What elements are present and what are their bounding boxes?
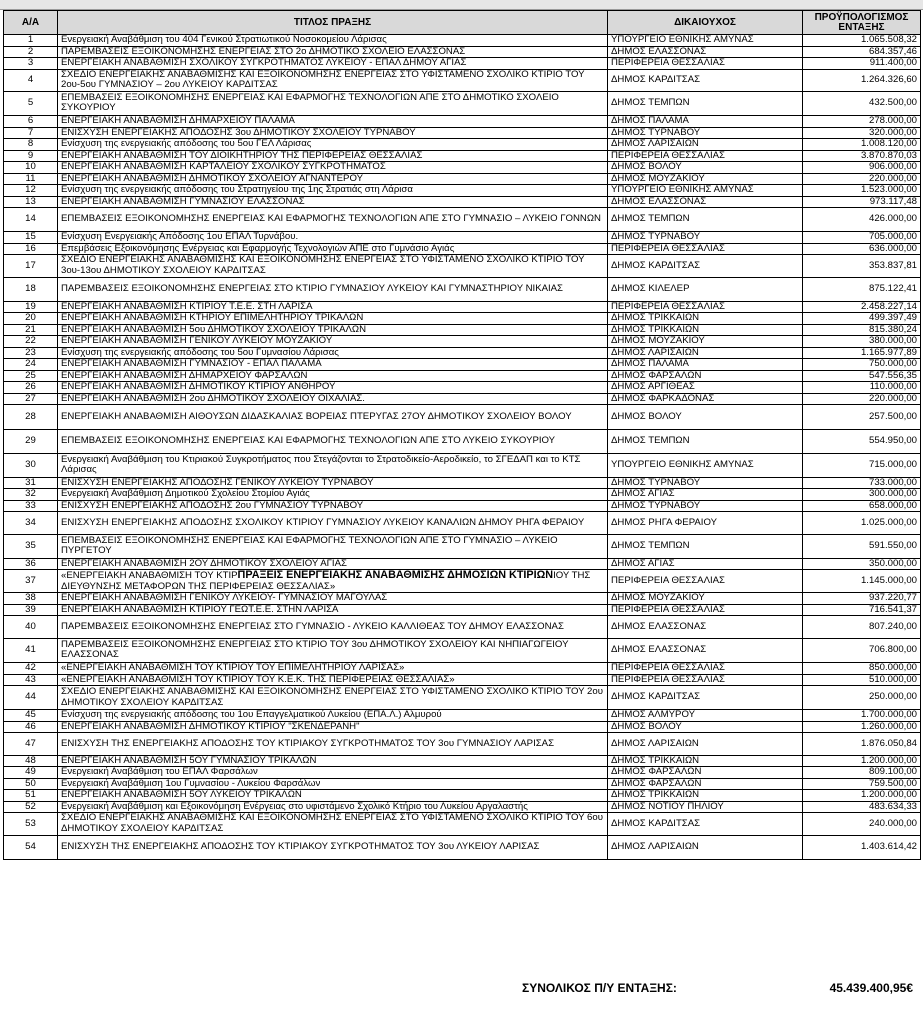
row-title: ΕΝΕΡΓΕΙΑΚΗ ΑΝΑΒΑΘΜΙΣΗ ΔΗΜΟΤΙΚΟΥ ΚΤΙΡΙΟΥ ΑΝΘΗΡΟΥ — [58, 382, 608, 394]
row-beneficiary: ΔΗΜΟΣ ΚΙΛΕΛΕΡ — [608, 277, 803, 301]
row-budget: 220.000,00 — [803, 173, 921, 185]
row-aa: 50 — [4, 778, 58, 790]
table-row — [4, 778, 921, 790]
table-row — [4, 477, 921, 489]
row-aa: 53 — [4, 813, 58, 835]
row-budget: 937.220,77 — [803, 593, 921, 605]
table-row — [4, 313, 921, 325]
table-row — [4, 813, 921, 835]
row-title: ΕΝΕΡΓΕΙΑΚΗ ΑΝΑΒΑΘΜΙΣΗ ΔΗΜΟΤΙΚΟΥ ΣΧΟΛΕΙΟΥ ΑΓΝΑΝΤΕΡΟΥ — [58, 173, 608, 185]
row-budget: 110.000,00 — [803, 382, 921, 394]
row-budget: 1.165.977,89 — [803, 347, 921, 359]
row-budget: 1.025.000,00 — [803, 512, 921, 534]
row-budget: 554.950,00 — [803, 429, 921, 453]
row-beneficiary: ΠΕΡΙΦΕΡΕΙΑ ΘΕΣΣΑΛΙΑΣ — [608, 301, 803, 313]
row-aa: 32 — [4, 489, 58, 501]
row-budget: 499.397,49 — [803, 313, 921, 325]
row-aa: 23 — [4, 347, 58, 359]
row-budget: 906.000,00 — [803, 162, 921, 174]
row-beneficiary: ΔΗΜΟΣ ΦΑΡΣΑΛΩΝ — [608, 370, 803, 382]
table-row — [4, 347, 921, 359]
table-row — [4, 91, 921, 115]
table-row — [4, 243, 921, 255]
row-budget: 658.000,00 — [803, 500, 921, 512]
total-value: 45.439.400,95€ — [829, 981, 913, 995]
row-title: Ενεργειακή Αναβάθμιση 1ου Γυμνασίου - Λυκείου Φαρσάλων — [58, 778, 608, 790]
row-aa: 14 — [4, 208, 58, 232]
row-budget: 1.403.614,42 — [803, 835, 921, 859]
row-title: ΕΝΕΡΓΕΙΑΚΗ ΑΝΑΒΑΘΜΙΣΗ ΔΗΜΟΤΙΚΟΥ ΚΤΙΡΙΟΥ "ΣΚΕΝΔΕΡΑΝΗ" — [58, 721, 608, 733]
row-title: ΣΧΕΔΙΟ ΕΝΕΡΓΕΙΑΚΗΣ ΑΝΑΒΑΘΜΙΣΗΣ ΚΑΙ ΕΞΟΙΚΟΝΟΜΗΣΗΣ ΕΝΕΡΓΕΙΑΣ ΣΤΟ ΥΦΙΣΤΑΜΕΝΟ ΣΧΟΛΙΚΟ ΚΤΙΡΙΟ ΤΟΥ 2ου-5ου ΓΥΜΝΑΣΙΟΥ – 2ου ΛΥΚΕΙΟΥ ΚΑΡΔΙΤΣΑΣ — [58, 69, 608, 91]
table-row — [4, 570, 921, 593]
row-beneficiary: ΔΗΜΟΣ ΑΓΙΑΣ — [608, 489, 803, 501]
row-aa: 38 — [4, 593, 58, 605]
row-aa: 29 — [4, 429, 58, 453]
table-row — [4, 116, 921, 128]
row-budget: 733.000,00 — [803, 477, 921, 489]
row-budget: 250.000,00 — [803, 686, 921, 710]
row-beneficiary: ΔΗΜΟΣ ΤΡΙΚΚΑΙΩΝ — [608, 755, 803, 767]
row-aa: 45 — [4, 710, 58, 722]
row-budget: 875.122,41 — [803, 277, 921, 301]
row-budget: 1.008.120,00 — [803, 139, 921, 151]
row-budget: 684.357,46 — [803, 46, 921, 58]
table-row — [4, 139, 921, 151]
row-beneficiary: ΠΕΡΙΦΕΡΕΙΑ ΘΕΣΣΑΛΙΑΣ — [608, 58, 803, 70]
table-row — [4, 405, 921, 429]
row-beneficiary: ΔΗΜΟΣ ΜΟΥΖΑΚΙΟΥ — [608, 173, 803, 185]
row-aa: 49 — [4, 767, 58, 779]
row-aa: 31 — [4, 477, 58, 489]
row-title: ΕΝΕΡΓΕΙΑΚΗ ΑΝΑΒΑΘΜΙΣΗ ΓΕΝΙΚΟΥ ΛΥΚΕΙΟΥ ΜΟΥΖΑΚΙΟΥ — [58, 336, 608, 348]
table-row — [4, 733, 921, 755]
row-budget: 591.550,00 — [803, 534, 921, 558]
row-aa: 33 — [4, 500, 58, 512]
table-row — [4, 35, 921, 47]
row-beneficiary: ΔΗΜΟΣ ΤΕΜΠΩΝ — [608, 534, 803, 558]
row-beneficiary: ΥΠΟΥΡΓΕΙΟ ΕΘΝΙΚΗΣ ΑΜΥΝΑΣ — [608, 453, 803, 477]
table-row — [4, 489, 921, 501]
row-beneficiary: ΔΗΜΟΣ ΤΡΙΚΚΑΙΩΝ — [608, 790, 803, 802]
row-title: ΕΝΕΡΓΕΙΑΚΗ ΑΝΑΒΑΘΜΙΣΗ ΤΟΥ ΔΙΟΙΚΗΤΗΡΙΟΥ ΤΗΣ ΠΕΡΙΦΕΡΕΙΑΣ ΘΕΣΣΑΛΙΑΣ — [58, 150, 608, 162]
row-title: ΠΑΡΕΜΒΑΣΕΙΣ ΕΞΟΙΚΟΝΟΜΗΣΗΣ ΕΝΕΡΓΕΙΑΣ ΣΤΟ ΓΥΜΝΑΣΙΟ - ΛΥΚΕΙΟ ΚΑΛΛΙΘΕΑΣ ΤΟΥ ΔΗΜΟΥ ΕΛΑΣΣΟΝΑΣ — [58, 616, 608, 638]
row-aa: 24 — [4, 359, 58, 371]
row-title: ΕΝΕΡΓΕΙΑΚΗ ΑΝΑΒΑΘΜΙΣΗ 2ΟΥ ΔΗΜΟΤΙΚΟΥ ΣΧΟΛΕΙΟΥ ΑΓΙΑΣ — [58, 558, 608, 570]
total-label: ΣΥΝΟΛΙΚΟΣ Π/Υ ΕΝΤΑΞΗΣ: — [522, 981, 677, 995]
row-beneficiary: ΔΗΜΟΣ ΡΗΓΑ ΦΕΡΑΙΟΥ — [608, 512, 803, 534]
row-title: ΠΑΡΕΜΒΑΣΕΙΣ ΕΞΟΙΚΟΝΟΜΗΣΗΣ ΕΝΕΡΓΕΙΑΣ ΣΤΟ ΚΤΙΡΙΟ ΓΥΜΝΑΣΙΟΥ ΛΥΚΕΙΟΥ ΚΑΙ ΓΥΜΝΑΣΤΗΡΙΟΥ ΝΙΚΑΙΑΣ — [58, 277, 608, 301]
row-title — [58, 570, 608, 593]
row-budget: 3.870.870,03 — [803, 150, 921, 162]
row-title: Ενίσχυση Ενεργειακής Απόδοσης 1ου ΕΠΑΛ Τυρνάβου. — [58, 232, 608, 244]
row-aa: 54 — [4, 835, 58, 859]
table-row — [4, 558, 921, 570]
row-title: Ενίσχυση της ενεργειακής απόδοσης του 5ου Γυμνασίου Λάρισας — [58, 347, 608, 359]
table-row — [4, 767, 921, 779]
row-beneficiary: ΠΕΡΙΦΕΡΕΙΑ ΘΕΣΣΑΛΙΑΣ — [608, 674, 803, 686]
row-aa: 2 — [4, 46, 58, 58]
row-aa: 43 — [4, 674, 58, 686]
row-title: ΕΝΕΡΓΕΙΑΚΗ ΑΝΑΒΑΘΜΙΣΗ ΔΗΜΑΡΧΕΙΟΥ ΦΑΡΣΑΛΩΝ — [58, 370, 608, 382]
row-aa: 5 — [4, 91, 58, 115]
row-beneficiary: ΔΗΜΟΣ ΤΥΡΝΑΒΟΥ — [608, 500, 803, 512]
row-title: ΠΑΡΕΜΒΑΣΕΙΣ ΕΞΟΙΚΟΝΟΜΗΣΗΣ ΕΝΕΡΓΕΙΑΣ ΣΤΟ ΚΤΙΡΙΟ ΤΟΥ 3ου ΔΗΜΟΤΙΚΟΥ ΣΧΟΛΕΙΟΥ ΚΑΙ ΝΗΠΙΑΓΩΓΕΙΟΥ ΕΛΑΣΣΟΝΑΣ — [58, 638, 608, 662]
table-row — [4, 162, 921, 174]
projects-table — [3, 10, 921, 860]
row-beneficiary: ΔΗΜΟΣ ΕΛΑΣΣΟΝΑΣ — [608, 616, 803, 638]
row-aa: 17 — [4, 255, 58, 277]
row-aa: 16 — [4, 243, 58, 255]
row-beneficiary: ΠΕΡΙΦΕΡΕΙΑ ΘΕΣΣΑΛΙΑΣ — [608, 663, 803, 675]
row-aa: 9 — [4, 150, 58, 162]
row-title: ΠΑΡΕΜΒΑΣΕΙΣ ΕΞΟΙΚΟΝΟΜΗΣΗΣ ΕΝΕΡΓΕΙΑΣ ΣΤΟ 2ο ΔΗΜΟΤΙΚΟ ΣΧΟΛΕΙΟ ΕΛΑΣΣΟΝΑΣ — [58, 46, 608, 58]
row-title: ΕΝΕΡΓΕΙΑΚΗ ΑΝΑΒΑΘΜΙΣΗ ΚΤΙΡΙΟΥ ΓΕΩΤ.Ε.Ε. ΣΤΗΝ ΛΑΡΙΣΑ — [58, 604, 608, 616]
row-title: ΕΝΙΣΧΥΣΗ ΤΗΣ ΕΝΕΡΓΕΙΑΚΗΣ ΑΠΟΔΟΣΗΣ ΤΟΥ ΚΤΙΡΙΑΚΟΥ ΣΥΓΚΡΟΤΗΜΑΤΟΣ ΤΟΥ 3ου ΓΥΜΝΑΣΙΟΥ ΛΑΡΙΣΑΣ — [58, 733, 608, 755]
row-aa: 18 — [4, 277, 58, 301]
row-budget: 380.000,00 — [803, 336, 921, 348]
row-aa: 35 — [4, 534, 58, 558]
row-title: ΕΝΙΣΧΥΣΗ ΕΝΕΡΓΕΙΑΚΗΣ ΑΠΟΔΟΣΗΣ ΓΕΝΙΚΟΥ ΛΥΚΕΙΟΥ ΤΥΡΝΑΒΟΥ — [58, 477, 608, 489]
row-aa: 15 — [4, 232, 58, 244]
row-title: Ενεργειακή Αναβάθμιση του Κτιριακού Συγκροτήματος που Στεγάζονται το Στρατοδικείο-Αεροδικείο, το ΣΓΕΔΑΠ και το ΚΤΣ Λάρισας — [58, 453, 608, 477]
row-budget: 715.000,00 — [803, 453, 921, 477]
row-title: ΕΝΕΡΓΕΙΑΚΗ ΑΝΑΒΑΘΜΙΣΗ 5ου ΔΗΜΟΤΙΚΟΥ ΣΧΟΛΕΙΟΥ ΤΡΙΚΑΛΩΝ — [58, 324, 608, 336]
row-beneficiary: ΔΗΜΟΣ ΜΟΥΖΑΚΙΟΥ — [608, 336, 803, 348]
table-header — [4, 11, 921, 35]
row-title: ΕΠΕΜΒΑΣΕΙΣ ΕΞΟΙΚΟΝΟΜΗΣΗΣ ΕΝΕΡΓΕΙΑΣ ΚΑΙ ΕΦΑΡΜΟΓΗΣ ΤΕΧΝΟΛΟΓΙΩΝ ΑΠΕ ΣΤΟ ΓΥΜΝΑΣΙΟ – ΛΥΚΕΙΟ ΠΥΡΓΕΤΟΥ — [58, 534, 608, 558]
row-aa: 26 — [4, 382, 58, 394]
table-row — [4, 370, 921, 382]
table-row — [4, 185, 921, 197]
row-budget: 483.634,33 — [803, 801, 921, 813]
row-budget: 547.556,35 — [803, 370, 921, 382]
row-budget: 257.500,00 — [803, 405, 921, 429]
table-row — [4, 232, 921, 244]
row-beneficiary: ΔΗΜΟΣ ΝΟΤΙΟΥ ΠΗΛΙΟΥ — [608, 801, 803, 813]
row-budget: 1.145.000,00 — [803, 570, 921, 593]
row-aa: 6 — [4, 116, 58, 128]
row-beneficiary: ΔΗΜΟΣ ΑΛΜΥΡΟΥ — [608, 710, 803, 722]
table-row — [4, 324, 921, 336]
row-aa: 48 — [4, 755, 58, 767]
row-title: ΕΠΕΜΒΑΣΕΙΣ ΕΞΟΙΚΟΝΟΜΗΣΗΣ ΕΝΕΡΓΕΙΑΣ ΚΑΙ ΕΦΑΡΜΟΓΗΣ ΤΕΧΝΟΛΟΓΙΩΝ ΑΠΕ ΣΤΟ ΛΥΚΕΙΟ ΣΥΚΟΥΡΙΟΥ — [58, 429, 608, 453]
row-title: Ενεργειακή Αναβάθμιση Δημοτικού Σχολείου Στομίου Αγιάς — [58, 489, 608, 501]
row-beneficiary: ΔΗΜΟΣ ΑΡΓΙΘΕΑΣ — [608, 382, 803, 394]
row-title: ΕΝΕΡΓΕΙΑΚΗ ΑΝΑΒΑΘΜΙΣΗ ΓΥΜΝΑΣΙΟΥ - ΕΠΑΛ ΠΑΛΑΜΑ — [58, 359, 608, 371]
row-beneficiary: ΥΠΟΥΡΓΕΙΟ ΕΘΝΙΚΗΣ ΑΜΥΝΑΣ — [608, 35, 803, 47]
row-aa: 3 — [4, 58, 58, 70]
table-row — [4, 208, 921, 232]
header-budget: ΠΡΟΫΠΟΛΟΓΙΣΜΟΣ ΕΝΤΑΞΗΣ — [803, 11, 921, 35]
row-title: Ενεργειακή Αναβάθμιση και Εξοικονόμηση Ενέργειας στο υφιστάμενο Σχολικό Κτήριο του Λυκείου Αργαλαστής — [58, 801, 608, 813]
row-aa: 37 — [4, 570, 58, 593]
row-budget: 1.260.000,00 — [803, 721, 921, 733]
table-row — [4, 512, 921, 534]
row-aa: 51 — [4, 790, 58, 802]
row-beneficiary: ΔΗΜΟΣ ΑΓΙΑΣ — [608, 558, 803, 570]
row-budget: 353.837,81 — [803, 255, 921, 277]
row-aa: 8 — [4, 139, 58, 151]
table-row — [4, 301, 921, 313]
row-aa: 7 — [4, 127, 58, 139]
row-beneficiary: ΔΗΜΟΣ ΚΑΡΔΙΤΣΑΣ — [608, 255, 803, 277]
row-aa: 42 — [4, 663, 58, 675]
row-title: ΕΝΕΡΓΕΙΑΚΗ ΑΝΑΒΑΘΜΙΣΗ ΚΤΗΡΙΟΥ ΕΠΙΜΕΛΗΤΗΡΙΟΥ ΤΡΙΚΑΛΩΝ — [58, 313, 608, 325]
table-row — [4, 663, 921, 675]
table-row — [4, 336, 921, 348]
row-beneficiary: ΠΕΡΙΦΕΡΕΙΑ ΘΕΣΣΑΛΙΑΣ — [608, 604, 803, 616]
table-row — [4, 710, 921, 722]
row-budget: 759.500,00 — [803, 778, 921, 790]
row-aa: 39 — [4, 604, 58, 616]
row-budget: 1.200.000,00 — [803, 755, 921, 767]
header-aa: Α/Α — [4, 11, 58, 35]
row-title: ΕΠΕΜΒΑΣΕΙΣ ΕΞΟΙΚΟΝΟΜΗΣΗΣ ΕΝΕΡΓΕΙΑΣ ΚΑΙ ΕΦΑΡΜΟΓΗΣ ΤΕΧΝΟΛΟΓΙΩΝ ΑΠΕ ΣΤΟ ΓΥΜΝΑΣΙΟ – ΛΥΚΕΙΟ ΓΟΝΝΩΝ — [58, 208, 608, 232]
table-row — [4, 721, 921, 733]
row-aa: 20 — [4, 313, 58, 325]
row-beneficiary: ΔΗΜΟΣ ΕΛΑΣΣΟΝΑΣ — [608, 638, 803, 662]
row-beneficiary: ΔΗΜΟΣ ΠΑΛΑΜΑ — [608, 116, 803, 128]
row-beneficiary: ΔΗΜΟΣ ΛΑΡΙΣΑΙΩΝ — [608, 835, 803, 859]
row-beneficiary: ΔΗΜΟΣ ΠΑΛΑΜΑ — [608, 359, 803, 371]
row-title: ΣΧΕΔΙΟ ΕΝΕΡΓΕΙΑΚΗΣ ΑΝΑΒΑΘΜΙΣΗΣ ΚΑΙ ΕΞΟΙΚΟΝΟΜΗΣΗΣ ΕΝΕΡΓΕΙΑΣ ΣΤΟ ΥΦΙΣΤΑΜΕΝΟ ΣΧΟΛΙΚΟ ΚΤΙΡΙΟ ΤΟΥ 2ου ΔΗΜΟΤΙΚΟΥ ΣΧΟΛΕΙΟΥ ΚΑΡΔΙΤΣΑΣ — [58, 686, 608, 710]
row-aa: 34 — [4, 512, 58, 534]
row-budget: 706.800,00 — [803, 638, 921, 662]
row-aa: 21 — [4, 324, 58, 336]
row-budget: 750.000,00 — [803, 359, 921, 371]
row-beneficiary: ΔΗΜΟΣ ΤΕΜΠΩΝ — [608, 208, 803, 232]
row-budget: 2.458.227,14 — [803, 301, 921, 313]
table-row — [4, 359, 921, 371]
table-row — [4, 534, 921, 558]
row-title: ΕΝΙΣΧΥΣΗ ΕΝΕΡΓΕΙΑΚΗΣ ΑΠΟΔΟΣΗΣ 3ου ΔΗΜΟΤΙΚΟΥ ΣΧΟΛΕΙΟΥ ΤΥΡΝΑΒΟΥ — [58, 127, 608, 139]
row-title: Ενεργειακή Αναβάθμιση του ΕΠΑΛ Φαρσάλων — [58, 767, 608, 779]
table-row — [4, 173, 921, 185]
row-aa: 44 — [4, 686, 58, 710]
row-title-overlay: ΠΡΑΞΕΙΣ ΕΝΕΡΓΕΙΑΚΗΣ ΑΝΑΒΑΘΜΙΣΗΣ ΔΗΜΟΣΙΩΝ ΚΤΙΡΙΩΝ — [237, 569, 554, 582]
row-budget: 320.000,00 — [803, 127, 921, 139]
row-title: ΕΠΕΜΒΑΣΕΙΣ ΕΞΟΙΚΟΝΟΜΗΣΗΣ ΕΝΕΡΓΕΙΑΣ ΚΑΙ ΕΦΑΡΜΟΓΗΣ ΤΕΧΝΟΛΟΓΙΩΝ ΑΠΕ ΣΤΟ ΔΗΜΟΤΙΚΟ ΣΧΟΛΕΙΟ ΣΥΚΟΥΡΙΟΥ — [58, 91, 608, 115]
row-beneficiary: ΔΗΜΟΣ ΤΥΡΝΑΒΟΥ — [608, 232, 803, 244]
row-title-part: «ΕΝΕΡΓΕΙΑΚΗ ΑΝΑΒΑΘΜΙΣΗ ΤΟΥ ΚΤΙΡ — [61, 570, 238, 582]
row-budget: 1.264.326,60 — [803, 69, 921, 91]
table-row — [4, 46, 921, 58]
row-budget: 278.000,00 — [803, 116, 921, 128]
header-beneficiary: ΔΙΚΑΙΟΥΧΟΣ — [608, 11, 803, 35]
row-beneficiary: ΔΗΜΟΣ ΤΕΜΠΩΝ — [608, 91, 803, 115]
row-aa: 30 — [4, 453, 58, 477]
table-row — [4, 686, 921, 710]
row-aa: 1 — [4, 35, 58, 47]
table-row — [4, 150, 921, 162]
row-budget: 1.200.000,00 — [803, 790, 921, 802]
row-title: «ΕΝΕΡΓΕΙΑΚΗ ΑΝΑΒΑΘΜΙΣΗ ΤΟΥ ΚΤΙΡΙΟΥ ΤΟΥ Κ.Ε.Κ. ΤΗΣ ΠΕΡΙΦΕΡΕΙΑΣ ΘΕΣΣΑΛΙΑΣ» — [58, 674, 608, 686]
row-title: ΕΝΕΡΓΕΙΑΚΗ ΑΝΑΒΑΘΜΙΣΗ 5ΟΥ ΓΥΜΝΑΣΙΟΥ ΤΡΙΚΑΛΩΝ — [58, 755, 608, 767]
row-title: ΕΝΕΡΓΕΙΑΚΗ ΑΝΑΒΑΘΜΙΣΗ ΚΤΙΡΙΟΥ Τ.Ε.Ε. ΣΤΗ ΛΑΡΙΣΑ — [58, 301, 608, 313]
row-aa: 12 — [4, 185, 58, 197]
row-title: Επεμβάσεις Εξοικονόμησης Ενέργειας και Εφαρμογής Τεχνολογιών ΑΠΕ στο Γυμνάσιο Αγιάς — [58, 243, 608, 255]
row-title: ΕΝΕΡΓΕΙΑΚΗ ΑΝΑΒΑΘΜΙΣΗ ΑΙΘΟΥΣΩΝ ΔΙΔΑΣΚΑΛΙΑΣ ΒΟΡΕΙΑΣ ΠΤΕΡΥΓΑΣ 27ΟΥ ΔΗΜΟΤΙΚΟΥ ΣΧΟΛΕΙΟΥ ΒΟΛΟΥ — [58, 405, 608, 429]
row-budget: 716.541,37 — [803, 604, 921, 616]
row-title: Ενίσχυση της ενεργειακής απόδοσης του 1ου Επαγγελματικού Λυκείου (ΕΠΑ.Λ.) Αλμυρού — [58, 710, 608, 722]
row-beneficiary: ΔΗΜΟΣ ΕΛΑΣΣΟΝΑΣ — [608, 46, 803, 58]
row-title: ΕΝΕΡΓΕΙΑΚΗ ΑΝΑΒΑΘΜΙΣΗ ΚΑΡΤΑΛΕΙΟΥ ΣΧΟΛΙΚΟΥ ΣΥΓΚΡΟΤΗΜΑΤΟΣ — [58, 162, 608, 174]
row-title: ΣΧΕΔΙΟ ΕΝΕΡΓΕΙΑΚΗΣ ΑΝΑΒΑΘΜΙΣΗΣ ΚΑΙ ΕΞΟΙΚΟΝΟΜΗΣΗΣ ΕΝΕΡΓΕΙΑΣ ΣΤΟ ΥΦΙΣΤΑΜΕΝΟ ΣΧΟΛΙΚΟ ΚΤΙΡΙΟ ΤΟΥ 3ου-13ου ΔΗΜΟΤΙΚΟΥ ΣΧΟΛΕΙΟΥ ΚΑΡΔΙΤΣΑΣ — [58, 255, 608, 277]
row-budget: 240.000,00 — [803, 813, 921, 835]
row-beneficiary: ΔΗΜΟΣ ΕΛΑΣΣΟΝΑΣ — [608, 196, 803, 208]
row-budget: 1.876.050,84 — [803, 733, 921, 755]
row-beneficiary: ΔΗΜΟΣ ΚΑΡΔΙΤΣΑΣ — [608, 813, 803, 835]
row-beneficiary: ΔΗΜΟΣ ΒΟΛΟΥ — [608, 162, 803, 174]
table-row — [4, 674, 921, 686]
row-aa: 41 — [4, 638, 58, 662]
row-title: ΕΝΕΡΓΕΙΑΚΗ ΑΝΑΒΑΘΜΙΣΗ 5ΟΥ ΛΥΚΕΙΟΥ ΤΡΙΚΑΛΩΝ — [58, 790, 608, 802]
row-beneficiary: ΔΗΜΟΣ ΚΑΡΔΙΤΣΑΣ — [608, 686, 803, 710]
row-title: ΕΝΙΣΧΥΣΗ ΕΝΕΡΓΕΙΑΚΗΣ ΑΠΟΔΟΣΗΣ 2ου ΓΥΜΝΑΣΙΟΥ ΤΥΡΝΑΒΟΥ — [58, 500, 608, 512]
row-title: ΕΝΕΡΓΕΙΑΚΗ ΑΝΑΒΑΘΜΙΣΗ ΔΗΜΑΡΧΕΙΟΥ ΠΑΛΑΜΑ — [58, 116, 608, 128]
row-budget: 815.380,24 — [803, 324, 921, 336]
table-row — [4, 69, 921, 91]
row-beneficiary: ΔΗΜΟΣ ΦΑΡΚΑΔΟΝΑΣ — [608, 393, 803, 405]
row-budget: 705.000,00 — [803, 232, 921, 244]
row-beneficiary: ΔΗΜΟΣ ΛΑΡΙΣΑΙΩΝ — [608, 139, 803, 151]
row-title: «ΕΝΕΡΓΕΙΑΚΗ ΑΝΑΒΑΘΜΙΣΗ ΤΟΥ ΚΤΙΡΙΟΥ ΤΟΥ ΕΠΙΜΕΛΗΤΗΡΙΟΥ ΛΑΡΙΣΑΣ» — [58, 663, 608, 675]
row-budget: 911.400,00 — [803, 58, 921, 70]
table-row — [4, 790, 921, 802]
top-strip — [0, 0, 923, 10]
row-aa: 28 — [4, 405, 58, 429]
row-title: ΕΝΕΡΓΕΙΑΚΗ ΑΝΑΒΑΘΜΙΣΗ ΓΕΝΙΚΟΥ ΛΥΚΕΙΟΥ- ΓΥΜΝΑΣΙΟΥ ΜΑΓΟΥΛΑΣ — [58, 593, 608, 605]
row-beneficiary: ΥΠΟΥΡΓΕΙΟ ΕΘΝΙΚΗΣ ΑΜΥΝΑΣ — [608, 185, 803, 197]
table-row — [4, 604, 921, 616]
table-row — [4, 58, 921, 70]
row-beneficiary: ΠΕΡΙΦΕΡΕΙΑ ΘΕΣΣΑΛΙΑΣ — [608, 150, 803, 162]
row-budget: 350.000,00 — [803, 558, 921, 570]
row-budget: 1.523.000,00 — [803, 185, 921, 197]
table-row — [4, 453, 921, 477]
table-row — [4, 277, 921, 301]
table-row — [4, 638, 921, 662]
row-beneficiary: ΔΗΜΟΣ ΤΡΙΚΚΑΙΩΝ — [608, 313, 803, 325]
row-budget: 636.000,00 — [803, 243, 921, 255]
table-row — [4, 500, 921, 512]
row-beneficiary: ΠΕΡΙΦΕΡΕΙΑ ΘΕΣΣΑΛΙΑΣ — [608, 570, 803, 593]
row-aa: 36 — [4, 558, 58, 570]
row-title: ΕΝΙΣΧΥΣΗ ΕΝΕΡΓΕΙΑΚΗΣ ΑΠΟΔΟΣΗΣ ΣΧΟΛΙΚΟΥ ΚΤΙΡΙΟΥ ΓΥΜΝΑΣΙΟΥ ΛΥΚΕΙΟΥ ΚΑΝΑΛΙΩΝ ΔΗΜΟΥ ΡΗΓΑ ΦΕΡΑΙΟΥ — [58, 512, 608, 534]
row-beneficiary: ΔΗΜΟΣ ΤΕΜΠΩΝ — [608, 429, 803, 453]
table-row — [4, 593, 921, 605]
table-row — [4, 393, 921, 405]
row-beneficiary: ΔΗΜΟΣ ΚΑΡΔΙΤΣΑΣ — [608, 69, 803, 91]
row-aa: 46 — [4, 721, 58, 733]
row-budget: 807.240,00 — [803, 616, 921, 638]
row-budget: 1.065.508,32 — [803, 35, 921, 47]
row-beneficiary: ΔΗΜΟΣ ΛΑΡΙΣΑΙΩΝ — [608, 347, 803, 359]
table-body — [4, 35, 921, 860]
row-budget: 809.100,00 — [803, 767, 921, 779]
row-budget: 1.700.000,00 — [803, 710, 921, 722]
row-title: Ενίσχυση της ενεργειακής απόδοσης του 5ου ΓΕΛ Λάρισας — [58, 139, 608, 151]
row-budget: 432.500,00 — [803, 91, 921, 115]
row-aa: 19 — [4, 301, 58, 313]
row-beneficiary: ΔΗΜΟΣ ΤΥΡΝΑΒΟΥ — [608, 127, 803, 139]
row-beneficiary: ΔΗΜΟΣ ΤΥΡΝΑΒΟΥ — [608, 477, 803, 489]
row-aa: 52 — [4, 801, 58, 813]
table-row — [4, 127, 921, 139]
table-row — [4, 255, 921, 277]
table-row — [4, 429, 921, 453]
row-beneficiary: ΔΗΜΟΣ ΜΟΥΖΑΚΙΟΥ — [608, 593, 803, 605]
row-budget: 426.000,00 — [803, 208, 921, 232]
row-aa: 11 — [4, 173, 58, 185]
row-aa: 13 — [4, 196, 58, 208]
row-budget: 973.117,48 — [803, 196, 921, 208]
row-budget: 300.000,00 — [803, 489, 921, 501]
row-budget: 850.000,00 — [803, 663, 921, 675]
row-aa: 4 — [4, 69, 58, 91]
row-aa: 25 — [4, 370, 58, 382]
row-aa: 10 — [4, 162, 58, 174]
row-aa: 22 — [4, 336, 58, 348]
row-title: Ενεργειακή Αναβάθμιση του 404 Γενικού Στρατιωτικού Νοσοκομείου Λάρισας — [58, 35, 608, 47]
row-title: ΕΝΙΣΧΥΣΗ ΤΗΣ ΕΝΕΡΓΕΙΑΚΗΣ ΑΠΟΔΟΣΗΣ ΤΟΥ ΚΤΙΡΙΑΚΟΥ ΣΥΓΚΡΟΤΗΜΑΤΟΣ ΤΟΥ 3ου ΛΥΚΕΙΟΥ ΛΑΡΙΣΑΣ — [58, 835, 608, 859]
table-row — [4, 801, 921, 813]
row-budget: 510.000,00 — [803, 674, 921, 686]
table-row — [4, 616, 921, 638]
row-title: Ενίσχυση της ενεργειακής απόδοσης του Στρατηγείου της 1ης Στρατιάς στη Λάρισα — [58, 185, 608, 197]
row-title: ΕΝΕΡΓΕΙΑΚΗ ΑΝΑΒΑΘΜΙΣΗ 2ου ΔΗΜΟΤΙΚΟΥ ΣΧΟΛΕΙΟΥ ΟΙΧΑΛΙΑΣ. — [58, 393, 608, 405]
row-aa: 47 — [4, 733, 58, 755]
row-aa: 40 — [4, 616, 58, 638]
row-title: ΕΝΕΡΓΕΙΑΚΗ ΑΝΑΒΑΘΜΙΣΗ ΣΧΟΛΙΚΟΥ ΣΥΓΚΡΟΤΗΜΑΤΟΣ ΛΥΚΕΙΟΥ - ΕΠΑΛ ΔΗΜΟΥ ΑΓΙΑΣ — [58, 58, 608, 70]
row-beneficiary: ΔΗΜΟΣ ΤΡΙΚΚΑΙΩΝ — [608, 324, 803, 336]
row-beneficiary: ΔΗΜΟΣ ΦΑΡΣΑΛΩΝ — [608, 778, 803, 790]
table-row — [4, 755, 921, 767]
table-row — [4, 835, 921, 859]
table-row — [4, 196, 921, 208]
row-title-part: ΙΟΥ ΤΗΣ ΔΙΕΥΘΥΝΣΗΣ ΜΕΤΑΦΟΡΩΝ ΤΗΣ ΠΕΡΙΦΕΡΕΙΑΣ ΘΕΣΣΑΛΙΑΣ» — [61, 570, 591, 592]
row-beneficiary: ΔΗΜΟΣ ΒΟΛΟΥ — [608, 721, 803, 733]
row-title: ΕΝΕΡΓΕΙΑΚΗ ΑΝΑΒΑΘΜΙΣΗ ΓΥΜΝΑΣΙΟΥ ΕΛΑΣΣΟΝΑΣ — [58, 196, 608, 208]
table-row — [4, 382, 921, 394]
row-beneficiary: ΔΗΜΟΣ ΦΑΡΣΑΛΩΝ — [608, 767, 803, 779]
row-budget: 220.000,00 — [803, 393, 921, 405]
row-beneficiary: ΠΕΡΙΦΕΡΕΙΑ ΘΕΣΣΑΛΙΑΣ — [608, 243, 803, 255]
row-beneficiary: ΔΗΜΟΣ ΛΑΡΙΣΑΙΩΝ — [608, 733, 803, 755]
header-title: ΤΙΤΛΟΣ ΠΡΑΞΗΣ — [58, 11, 608, 35]
row-aa: 27 — [4, 393, 58, 405]
row-title: ΣΧΕΔΙΟ ΕΝΕΡΓΕΙΑΚΗΣ ΑΝΑΒΑΘΜΙΣΗΣ ΚΑΙ ΕΞΟΙΚΟΝΟΜΗΣΗΣ ΕΝΕΡΓΕΙΑΣ ΣΤΟ ΥΦΙΣΤΑΜΕΝΟ ΣΧΟΛΙΚΟ ΚΤΙΡΙΟ ΤΟΥ 6ου ΔΗΜΟΤΙΚΟΥ ΣΧΟΛΕΙΟΥ ΚΑΡΔΙΤΣΑΣ — [58, 813, 608, 835]
row-beneficiary: ΔΗΜΟΣ ΒΟΛΟΥ — [608, 405, 803, 429]
